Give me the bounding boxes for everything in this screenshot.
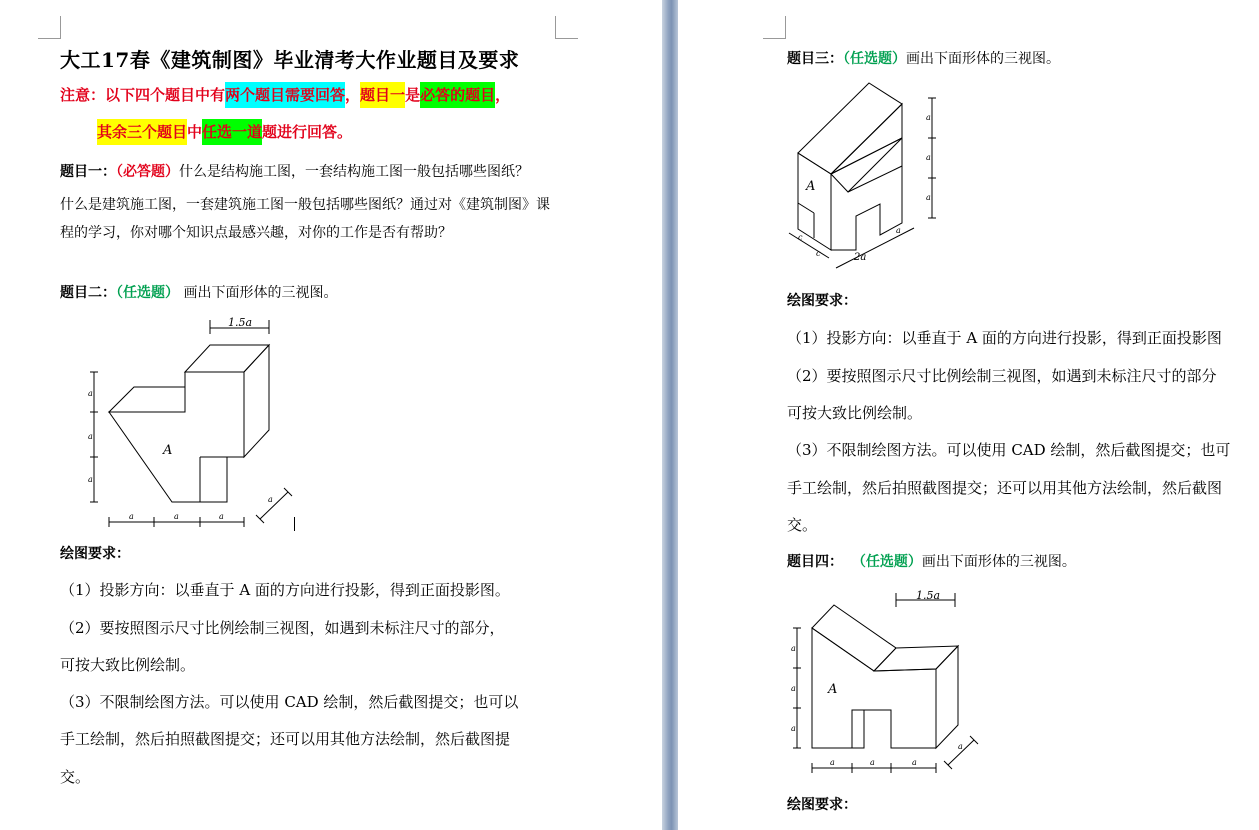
question-2-heading[interactable] [60,282,337,302]
question-4-heading[interactable] [787,551,1076,571]
dimension-label: a [219,512,224,521]
dimension-label: a [268,495,273,504]
figure-question-2[interactable] [80,312,310,537]
dimension-label: a [791,644,796,653]
notice-highlight: 两个题目需要回答 [225,82,345,108]
dimension-label: a [912,758,917,767]
question-3-heading[interactable] [787,48,1060,68]
question-tag: （任选题） [116,285,179,301]
dimension-label: 1.5a [916,589,941,602]
face-label: A [806,179,816,194]
dimension-label: c [798,233,803,242]
question-tag: （任选题） [843,51,906,67]
drawing-requirements-heading[interactable]: 绘图要求： [60,546,130,562]
dimension-label: a [88,475,93,484]
requirement-3-cont[interactable]: 手工绘制，然后拍照截图提交；还可以用其他方法绘制，然后截图提 [60,730,511,748]
dimension-label: a [174,512,179,521]
requirement-3-end[interactable]: 交。 [60,768,91,786]
dimension-label: 2a [854,252,867,263]
question-label: 题目三： [787,51,843,67]
crop-mark [38,16,61,39]
face-label: A [828,682,838,697]
requirement-3[interactable]: （3）不限制绘图方法。可以使用 CAD 绘制，然后截图提交；也可以 [60,693,519,711]
notice-line-2[interactable] [97,121,352,143]
figure-question-4[interactable] [778,585,988,780]
requirement-3-cont[interactable]: 手工绘制，然后拍照截图提交；还可以用其他方法绘制，然后截图 [787,479,1223,497]
dimension-label: a [896,226,901,235]
requirement-3-end[interactable]: 交。 [787,516,818,534]
notice-text: 题进行回答。 [262,123,353,141]
requirement-2[interactable]: （2）要按照图示尺寸比例绘制三视图，如遇到未标注尺寸的部分 [787,367,1217,385]
notice-line-1[interactable] [60,84,510,106]
requirement-2-cont[interactable]: 可按大致比例绘制。 [787,404,923,422]
notice-text: 中 [187,123,203,141]
figure-question-3[interactable] [784,78,984,278]
drawing-requirements-heading[interactable]: 绘图要求： [787,797,857,813]
requirement-2-cont[interactable]: 可按大致比例绘制。 [60,656,196,674]
dimension-label: a [958,742,963,751]
dimension-label: a [926,113,931,122]
dimension-label: a [88,389,93,398]
drawing-requirements-heading[interactable]: 绘图要求： [787,293,857,309]
question-label: 题目一： [60,164,116,180]
requirement-3[interactable]: （3）不限制绘图方法。可以使用 CAD 绘制，然后截图提交；也可 [787,441,1231,459]
notice-text: ， [495,86,511,104]
requirement-2[interactable]: （2）要按照图示尺寸比例绘制三视图，如遇到未标注尺寸的部分， [60,619,505,637]
dimension-label: a [870,758,875,767]
page-divider [662,0,678,830]
dimension-label: 1.5a [228,316,253,329]
notice-highlight: 题目一 [360,82,405,108]
question-text: 画出下面形体的三视图。 [183,285,338,301]
question-1-line-2[interactable]: 什么是建筑施工图，一套建筑施工图一般包括哪些图纸？通过对《建筑制图》课 [60,197,550,213]
notice-highlight: 必答的题目 [420,82,495,108]
question-tag: （必答题） [116,164,179,180]
document-page-right [678,0,1259,830]
question-label: 题目二： [60,285,116,301]
crop-mark [763,16,786,39]
question-tag: （任选题） [851,554,922,570]
question-label: 题目四： [787,554,843,570]
dimension-label: c [816,249,821,258]
face-label: A [163,443,173,458]
question-1-line-3[interactable]: 程的学习，你对哪个知识点最感兴趣，对你的工作是否有帮助？ [60,225,452,241]
dimension-label: a [926,153,931,162]
dimension-label: a [129,512,134,521]
dimension-label: a [926,193,931,202]
notice-highlight: 其余三个题目 [97,119,187,145]
question-text: 什么是结构施工图，一套结构施工图一般包括哪些图纸？ [179,164,529,180]
document-title[interactable]: 大工17春《建筑制图》毕业清考大作业题目及要求 [60,48,520,72]
requirement-1[interactable]: （1）投影方向：以垂直于 A 面的方向进行投影，得到正面投影图。 [60,581,510,599]
question-1-line-1[interactable] [60,161,529,181]
text-cursor [294,517,295,531]
notice-text: 注意：以下四个题目中有 [60,86,226,104]
question-text: 画出下面形体的三视图。 [921,554,1076,570]
crop-mark [555,16,578,39]
dimension-label: a [791,724,796,733]
dimension-label: a [88,432,93,441]
requirement-1[interactable]: （1）投影方向：以垂直于 A 面的方向进行投影，得到正面投影图 [787,329,1222,347]
question-text: 画出下面形体的三视图。 [906,51,1060,67]
dimension-label: a [791,684,796,693]
notice-highlight: 任选一道 [202,119,262,145]
notice-text: ， [345,86,361,104]
notice-text: 是 [405,86,421,104]
dimension-label: a [830,758,835,767]
